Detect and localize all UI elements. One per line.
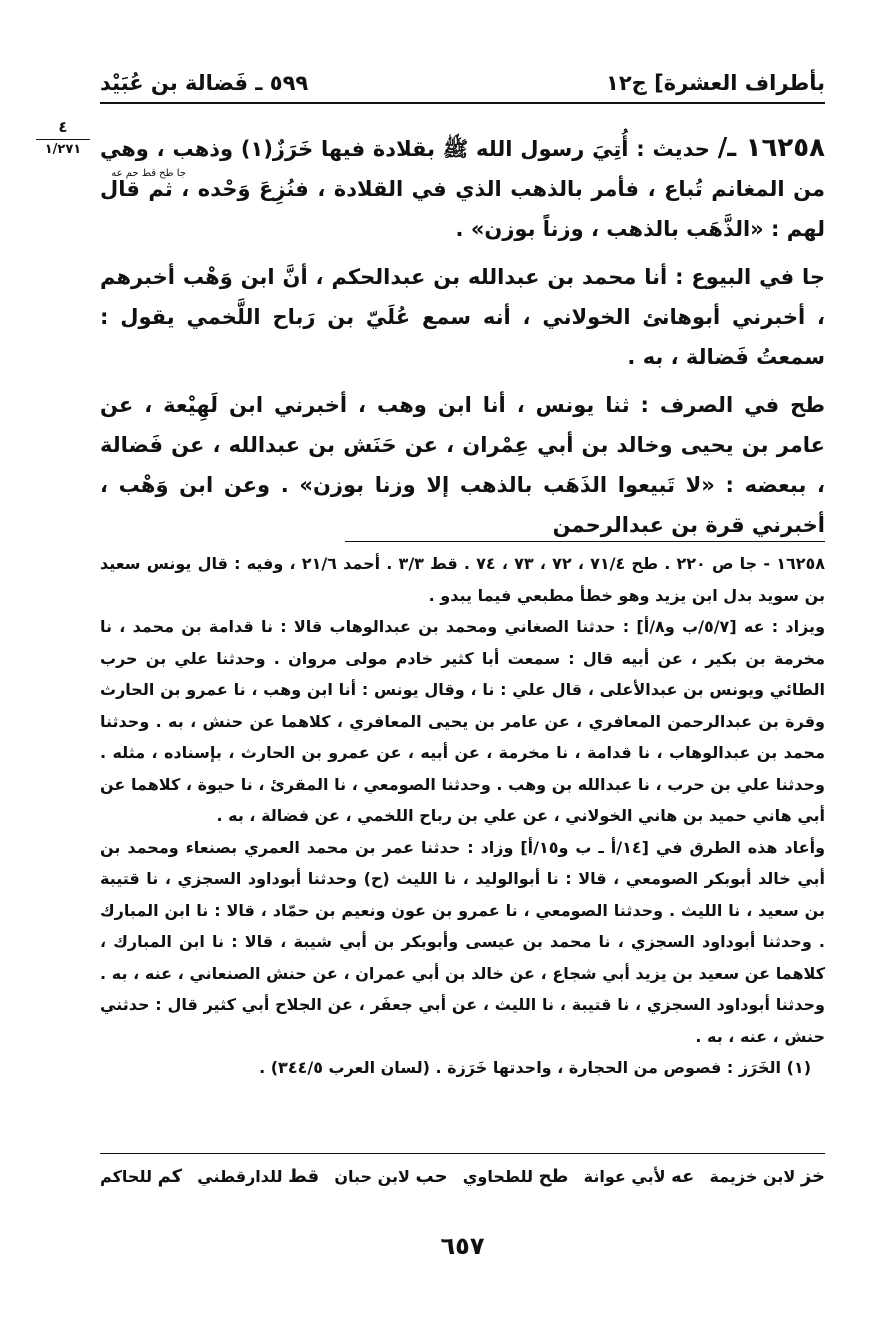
hadith-paragraph: طح في الصرف : ثنا يونس ، أنا ابن وهب ، أخبرني ابن لَهِيْعة ، عن عامر بن يحيى وخالد بن أبي عِمْران ، عن حَنَش بن عبدالله ، عن فَضالة ، ببعضه : «لا تَبيعوا الذَهَب بالذهب إلا وزنا بوزن» . وعن ابن وَهْب ، أخبرني قرة بن عبدالرحمن <box>100 393 825 537</box>
note-paragraph: ويزاد : عه [٥/٧/ب و٨/أ] : حدثنا الصغاني ومحمد بن عبدالوهاب قالا : نا قدامة بن محمد ، نا مخرمة بن بكير ، عن أبيه قال : سمعت أبا كثير خادم مولى مروان . وحدثنا علي بن حرب الطائي ويونس بن عبدالأعلى ، قال علي : نا ، وقال يونس : أنا ابن وهب ، نا عمرو بن الحارث وقرة بن عبدالرحمن المعافري ، عن عامر بن يحيى المعافري ، كلاهما عن حنش ، به . وحدثنا محمد بن عبدالوهاب ، نا قدامة ، نا مخرمة ، عن أبيه ، عن عمرو بن الحارث ، بإسناده ، مثله . وحدثنا علي بن حرب ، نا عبدالله بن وهب . وحدثنا الصومعي ، نا المقرئ ، نا حيوة ، كلاهما عن أبي هاني حميد بن هاني الخولاني ، عن علي بن رباح اللخمي ، عن فضالة ، به . <box>100 617 826 825</box>
note-paragraph: وأعاد هذه الطرق في [١٤/أ ـ ب و١٥/أ] وزاد : حدثنا عمر بن محمد العمري بصنعاء ومحمد بن أبي خالد أبوبكر الصومعي ، قالا : نا أبوالوليد ، نا الليث (ح) وحدثنا أبوداود السجزي ، نا قتيبة بن سعيد ، نا الليث . وحدثنا الصومعي ، نا عمرو بن عون ونعيم بن حمّاد ، قالا : نا ابن المبارك . وحدثنا أبوداود السجزي ، نا محمد بن عيسى وأبوبكر بن أبي شيبة ، قالا : نا ابن المبارك ، كلاهما عن سعيد بن يزيد أبي شجاع ، عن خالد بن أبي عمران ، عن حنش الصنعاني ، عنه ، به . وحدثنا أبوداود السجزي ، نا قتيبة ، نا الليث ، عن أبي جعفَر ، عن الجلاح أبي كثير قال : حدثني حنش ، عنه ، به . <box>100 837 826 1046</box>
note-paragraph: ١٦٢٥٨ - جا ص ٢٢٠ . طح ٧١/٤ ، ٧٢ ، ٧٣ ، ٧٤ . قط ٣/٣ . أحمد ٢١/٦ ، وفيه : قال يونس سعيد بن سويد بدل ابن يزيد وهو خطأ مطبعي فيما يبدو . <box>100 554 826 605</box>
legend-item: حب لابن حبان <box>334 1166 448 1187</box>
hadith-text: حديث : أُتِيَ رسول الله ﷺ بقلادة فيها خَرَزٌ(١) وذهب ، وهي من المغانم تُباع ، فأمر بالذهب الذي في القلادة ، فنُزِعَ وَحْده ، ثم قال لهم : «الذَّهَب بالذهب ، وزناً بوزن» . <box>100 137 825 241</box>
legend-item: كم للحاكم <box>100 1166 183 1187</box>
hadith-body <box>100 128 825 553</box>
apparatus-notes <box>100 548 825 1084</box>
header-section-title: ٥٩٩ ـ فَضالة بن عُبَيْد <box>100 71 309 95</box>
page-number: ٦٥٧ <box>440 1232 485 1260</box>
legend-item: عه لأبي عوانة <box>583 1166 695 1187</box>
header-volume-title: بأطراف العشرة] ج١٢ <box>606 71 825 95</box>
running-header <box>100 55 825 95</box>
notes-separator <box>345 541 825 542</box>
hadith-opening-paragraph <box>100 128 825 249</box>
legend-item: قط للدارقطني <box>197 1166 320 1187</box>
abbreviation-legend <box>100 1166 825 1187</box>
legend-separator <box>100 1153 825 1154</box>
margin-reference-page: ١/٢٧١ <box>36 139 90 157</box>
margin-reference <box>28 118 98 157</box>
hadith-number: ١٦٢٥٨ ـ/ <box>717 133 825 163</box>
legend-item: خز لابن خزيمة <box>709 1166 825 1187</box>
source-sigla: جا طح قط حم عه <box>111 168 186 179</box>
hadith-paragraph: جا في البيوع : أنا محمد بن عبدالله بن عبدالحكم ، أنَّ ابن وَهْب أخبرهم ، أخبرني أبوهانئ الخولاني ، أنه سمع عُلَيّ بن رَباح اللَّخمي يقول : سمعتُ فَضالة ، به . <box>100 265 825 369</box>
header-rule <box>100 102 825 104</box>
legend-item: طح للطحاوي <box>462 1166 569 1187</box>
footnote: (١) الخَرَز : فصوص من الحجارة ، واحدتها خَرَزة . (لسان العرب ٣٤٤/٥) . <box>259 1058 811 1077</box>
margin-reference-number: ٤ <box>58 118 68 136</box>
